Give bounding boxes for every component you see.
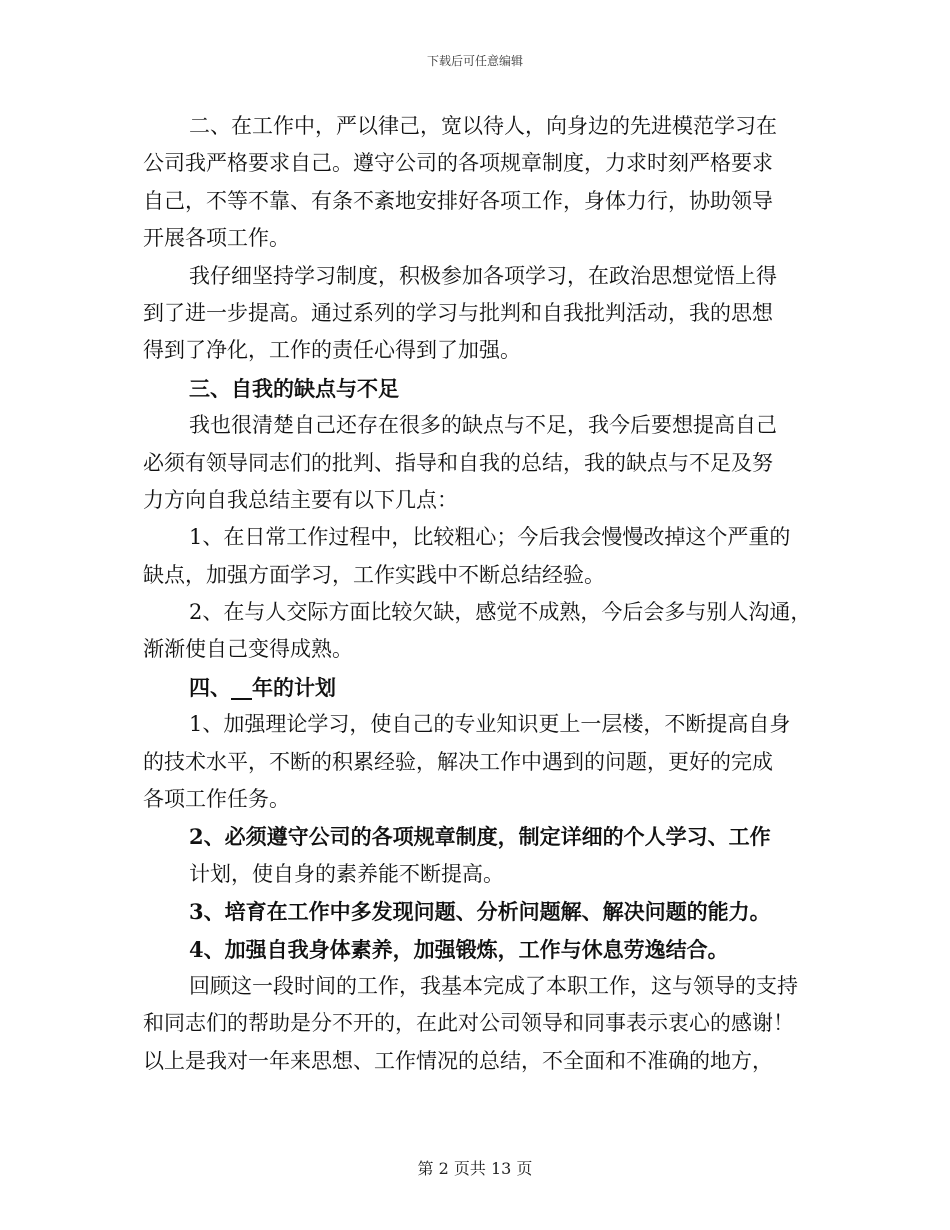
body-line: 和同志们的帮助是分不开的，在此对公司领导和同事表示衷心的感谢！ [143, 1011, 794, 1036]
body-line: 自己，不等不靠、有条不紊地安排好各项工作，身体力行，协助领导 [143, 188, 773, 213]
body-line: 我也很清楚自己还存在很多的缺点与不足，我今后要想提高自己 [189, 413, 777, 438]
page-number-footer: 第 2 页共 13 页 [417, 1159, 533, 1178]
section-heading-4: 四、__年的计划 [189, 674, 336, 700]
page-header-note: 下载后可任意编辑 [426, 54, 523, 68]
plan-item-3: 3、培育在工作中多发现问题、分析问题解、解决问题的能力。 [189, 899, 771, 925]
body-line: 得到了净化，工作的责任心得到了加强。 [143, 338, 521, 363]
body-line: 1、在日常工作过程中，比较粗心；今后我会慢慢改掉这个严重的 [189, 525, 791, 550]
body-line: 缺点，加强方面学习，工作实践中不断总结经验。 [143, 562, 605, 587]
body-line: 开展各项工作。 [143, 226, 290, 251]
body-line: 的技术水平，不断的积累经验，解决工作中遇到的问题，更好的完成 [143, 749, 773, 774]
body-line: 2、在与人交际方面比较欠缺，感觉不成熟，今后会多与别人沟通， [189, 600, 812, 625]
body-line: 到了进一步提高。通过系列的学习与批判和自我批判活动，我的思想 [143, 300, 773, 325]
body-line: 力方向自我总结主要有以下几点： [143, 487, 458, 512]
body-line: 必须有领导同志们的批判、指导和自我的总结，我的缺点与不足及努 [143, 450, 773, 475]
body-line: 我仔细坚持学习制度，积极参加各项学习，在政治思想觉悟上得 [189, 263, 777, 288]
body-line: 回顾这一段时间的工作，我基本完成了本职工作，这与领导的支持 [189, 973, 798, 998]
body-line: 渐渐使自己变得成熟。 [143, 637, 353, 662]
body-line: 计划，使自身的素养能不断提高。 [189, 861, 504, 886]
section-heading-3: 三、自我的缺点与不足 [189, 375, 399, 401]
document-body [143, 108, 833, 1080]
plan-item-2: 2、必须遵守公司的各项规章制度，制定详细的个人学习、工作 [189, 824, 771, 850]
body-line: 各项工作任务。 [143, 787, 290, 812]
body-line: 1、加强理论学习，使自己的专业知识更上一层楼，不断提高自身 [189, 712, 791, 737]
body-line: 公司我严格要求自己。遵守公司的各项规章制度，力求时刻严格要求 [143, 151, 773, 176]
plan-item-4: 4、加强自我身体素养，加强锻炼，工作与休息劳逸结合。 [189, 936, 729, 962]
body-line: 二、在工作中，严以律己，宽以待人，向身边的先进模范学习在 [189, 114, 777, 138]
body-line: 以上是我对一年来思想、工作情况的总结，不全面和不准确的地方， [143, 1048, 773, 1073]
